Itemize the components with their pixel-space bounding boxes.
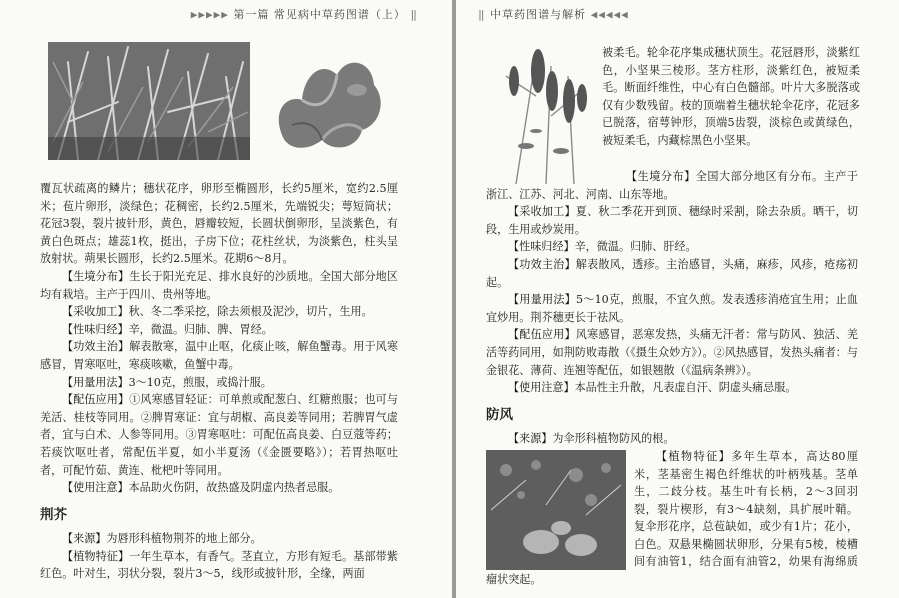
entry-tag: 【采收加工】 xyxy=(508,205,576,219)
entry-habitat xyxy=(40,268,398,303)
entry-harvest xyxy=(40,303,398,321)
entry-source xyxy=(40,530,398,548)
right-body-continued xyxy=(602,44,860,150)
saposhnikovia-photo xyxy=(486,450,626,570)
entry-text: 3～10克，煎服，或捣汁服。 xyxy=(128,375,272,389)
entry-tag: 【功效主治】 xyxy=(62,340,130,354)
header-arrows: ◀◀◀◀◀ xyxy=(590,8,629,21)
entry-tag: 【功效主治】 xyxy=(508,257,576,271)
entry-habitat xyxy=(486,168,858,203)
entry-text: 本品助火伤阴，故热盛及阴虚内热者忌服。 xyxy=(128,481,340,495)
entry-text: 秋、冬二季采挖，除去须根及泥沙，切片，生用。 xyxy=(128,305,373,319)
entry-text: 辛，微温。归肺、肝经。 xyxy=(574,240,697,254)
entry-harvest xyxy=(486,203,858,238)
entry-tag: 【配伍应用】 xyxy=(508,328,576,342)
entry-text: 生长于阳光充足、排水良好的沙质地。全国大部分地区均有栽培。主产于四川、贵州等地。 xyxy=(40,269,398,301)
entry-tag: 【生境分布】 xyxy=(62,269,130,283)
entry-features xyxy=(40,548,398,583)
left-header-title: 第一篇 常见病中草药图谱（上） xyxy=(233,8,406,21)
entry-tag: 【性味归经】 xyxy=(62,322,129,336)
entry-text: 风寒感冒，恶寒发热，头痛无汗者：常与防风、独活、羌活等药同用，如荆防败毒散（《摄生众妙方》）。②风热感冒，发热头痛者：与金银花、薄荷、连翘等配伍，如银翘散（《温病条辨》）。 xyxy=(486,328,858,377)
right-page xyxy=(456,0,899,598)
entry-text: 为伞形科植物防风的根。 xyxy=(552,432,675,446)
entry-text: 一年生草本，有香气。茎直立，方形有短毛。基部带紫红色。叶对生，羽状分裂，裂片3～5，线形或披针形，全缘，两面 xyxy=(40,549,398,581)
entry-text: 解表散寒，温中止呕，化痰止咳，解鱼蟹毒。用于风寒感冒，胃寒呕吐，寒痰咳嗽，鱼蟹中毒。 xyxy=(40,340,398,371)
entry-text: 辛，微温。归肺、脾、胃经。 xyxy=(128,322,273,336)
entry-dosage xyxy=(486,291,858,326)
entry-tag: 【采收加工】 xyxy=(62,305,129,319)
header-arrows: ▶▶▶▶▶ xyxy=(190,8,229,21)
entry-caution xyxy=(486,379,858,397)
right-running-header xyxy=(478,6,629,22)
right-header-title: 中草药图谱与解析 xyxy=(490,8,587,21)
entry-combination xyxy=(486,326,858,379)
entry-text: 全国大部分地区有分布。主产于浙江、江苏、河北、河南、山东等地。 xyxy=(486,170,858,201)
entry-tag: 【性味归经】 xyxy=(508,240,575,254)
entry-nature xyxy=(40,321,398,339)
continued-paragraph: 被柔毛。轮伞花序集成穗状顶生。花冠唇形，淡紫红色，小坚果三棱形。茎方柱形，淡紫红色，被短柔毛。断面纤维性，中心有白色髓部。叶片大多脱落或仅有少数残留。枝的顶端着生穗状轮伞花序，花冠多已脱落，宿萼钟形，顶端5齿裂，淡棕色或黄绿色，被短柔毛，内藏棕黑色小坚果。 xyxy=(602,46,860,147)
entry-tag: 【植物特征】 xyxy=(62,549,130,563)
intro-paragraph: 覆瓦状疏离的鳞片；穗状花序，卵形至椭圆形，长约5厘米，宽约2.5厘米；苞片卵形，淡绿色；花稠密，长约2.5厘米，先端锐尖；萼短筒状；花冠3裂，裂片披针形，黄色，唇瓣较短，长圆状倒卵形，呈淡紫色，有黄白色斑点；雄蕊1枚，挺出，子房下位；花柱丝状，为淡紫色，柱头呈放射状。蒴果长圆形，长约2.5厘米。花期6～8月。 xyxy=(40,182,398,266)
ginger-plant-photo xyxy=(48,42,250,160)
entry-effect xyxy=(40,338,398,373)
right-body-text xyxy=(486,168,858,589)
entry-caution xyxy=(40,479,398,497)
entry-text: 解表散风，透疹。主治感冒，头痛，麻疹，风疹，疮疡初起。 xyxy=(486,257,858,289)
entry-nature xyxy=(486,238,858,256)
entry-combination xyxy=(40,391,398,479)
left-body-text xyxy=(40,180,398,583)
entry-tag: 【用量用法】 xyxy=(62,375,129,389)
entry-source xyxy=(486,430,858,448)
entry-text: 多年生草本，高达80厘米，茎基密生褐色纤维状的叶柄残基。茎单生，二歧分枝。基生叶有长柄，2～3回羽裂，裂片楔形，有3～4缺刻，具扩展叶鞘。复伞形花序，总苞缺如，或少有1片；花小，白色。双悬果椭圆状卵形，分果有5棱，棱槽间有油管1，结合面有油管2，幼果有海绵质瘤状突起。 xyxy=(486,449,858,587)
entry-tag: 【用量用法】 xyxy=(508,293,576,307)
entry-tag: 【来源】 xyxy=(508,432,553,446)
section-title-jingjie: 荆芥 xyxy=(40,506,67,523)
entry-tag: 【植物特征】 xyxy=(656,449,732,463)
header-bars: ‖ xyxy=(478,8,486,21)
entry-dosage xyxy=(40,374,398,392)
entry-effect xyxy=(486,256,858,291)
schizonepeta-photo xyxy=(496,36,596,184)
entry-tag: 【使用注意】 xyxy=(508,381,575,395)
entry-text: 本品性主升散，凡表虚自汗、阴虚头痛忌服。 xyxy=(574,381,797,395)
entry-tag: 【生境分布】 xyxy=(626,170,696,183)
entry-text: 夏、秋二季花开到顶、穗绿时采割，除去杂质。晒干，切段，生用或炒炭用。 xyxy=(486,205,858,236)
entry-tag: 【配伍应用】 xyxy=(62,393,130,407)
entry-text: 5～10克，煎服，不宜久煎。发表透疹消疮宜生用；止血宜炒用。荆芥穗更长于祛风。 xyxy=(486,293,858,324)
entry-tag: 【来源】 xyxy=(62,532,107,546)
entry-text: 为唇形科植物荆芥的地上部分。 xyxy=(106,532,262,546)
left-running-header xyxy=(191,6,418,22)
entry-tag: 【使用注意】 xyxy=(62,481,129,495)
section-title-fangfeng: 防风 xyxy=(486,406,513,423)
header-bars: ‖ xyxy=(410,8,418,21)
ginger-rhizome-photo xyxy=(262,40,390,160)
entry-text: ①风寒感冒轻证：可单煎或配葱白、红糖煎服；也可与羌活、桂枝等同用。②脾胃寒证：宜与胡椒、高良姜等同用；若脾胃气虚者，宜与白术、人参等同用。③胃寒呕吐：可配伍高良姜、白豆蔻等药；若痰饮呕吐者，常配伍半夏，如小半夏汤（《金匮要略》）；若胃热呕吐者，可配竹茹、黄连、枇杷叶等同用。 xyxy=(40,393,398,477)
